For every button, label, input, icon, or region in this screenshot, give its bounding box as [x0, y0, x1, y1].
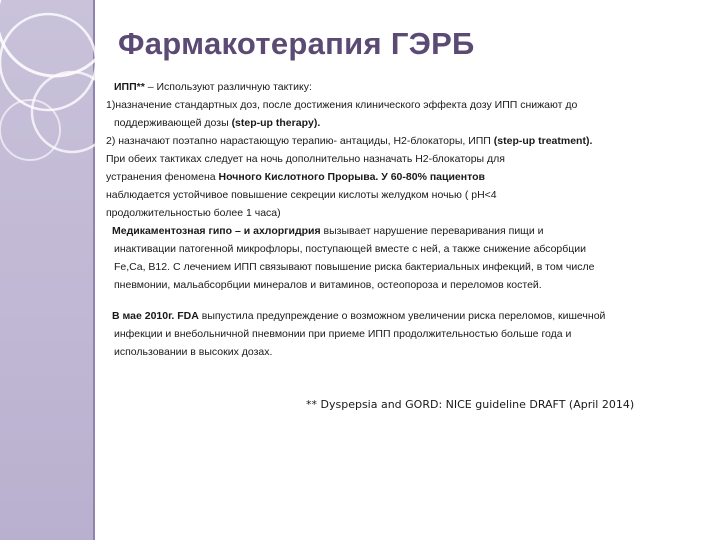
hypochlorhydria-line-3: Fe,Ca, B12. С лечением ИПП связывают повышение риска бактериальных инфекций, в том числе	[114, 261, 595, 273]
hypochlorhydria-line-1: Медикаментозная гипо – и ахлоргидрия вызывает нарушение переваривания пищи и	[112, 225, 544, 237]
tactic-2-line: 2) назначают поэтапно нарастающую терапию- антациды, Н2-блокаторы, ИПП (step-up treatment).	[106, 135, 593, 147]
slide-title: Фармакотерапия ГЭРБ	[118, 26, 475, 61]
night-acid-line-4: продолжительностью более 1 часа)	[106, 207, 281, 219]
hypochlorhydria-line-4: пневмонии, мальабсорбции минералов и витаминов, остеопороза и переломов костей.	[114, 279, 542, 291]
tactic-1-line-2: поддерживающей дозы (step-up therapy).	[114, 117, 321, 129]
night-acid-line-1: При обеих тактиках следует на ночь дополнительно назначать Н2-блокаторы для	[106, 153, 505, 165]
ppi-label: ИПП**	[114, 81, 145, 93]
tactic-1-line-1: 1)назначение стандартных доз, после достижения клинического эффекта дозу ИПП снижают до	[106, 99, 578, 111]
night-acid-line-3: наблюдается устойчивое повышение секреции кислоты желудком ночью ( рН<4	[106, 189, 497, 201]
fda-warning-line-2: инфекции и внебольничной пневмонии при приеме ИПП продолжительностью больше года и	[114, 328, 572, 340]
fda-warning-line-3: использовании в высоких дозах.	[114, 346, 273, 358]
deco-circle-4	[0, 100, 60, 160]
reference-footnote: ** Dyspepsia and GORD: NICE guideline DRAFT (April 2014)	[306, 398, 635, 411]
slide-body	[106, 78, 706, 361]
paragraph-ppi-tactics: ИПП** – Используют различную тактику:	[114, 81, 312, 93]
fda-warning-line-1: В мае 2010г. FDA выпустила предупреждение о возможном увеличении риска переломов, кишечной	[112, 310, 606, 322]
hypochlorhydria-line-2: инактивации патогенной микрофлоры, поступающей вместе с ней, а также снижение абсорбции	[114, 243, 587, 255]
deco-circle-2	[0, 14, 96, 110]
night-acid-line-2: устранения феномена Ночного Кислотного Прорыва. У 60-80% пациентов	[106, 171, 485, 183]
deco-circle-3	[32, 72, 112, 152]
